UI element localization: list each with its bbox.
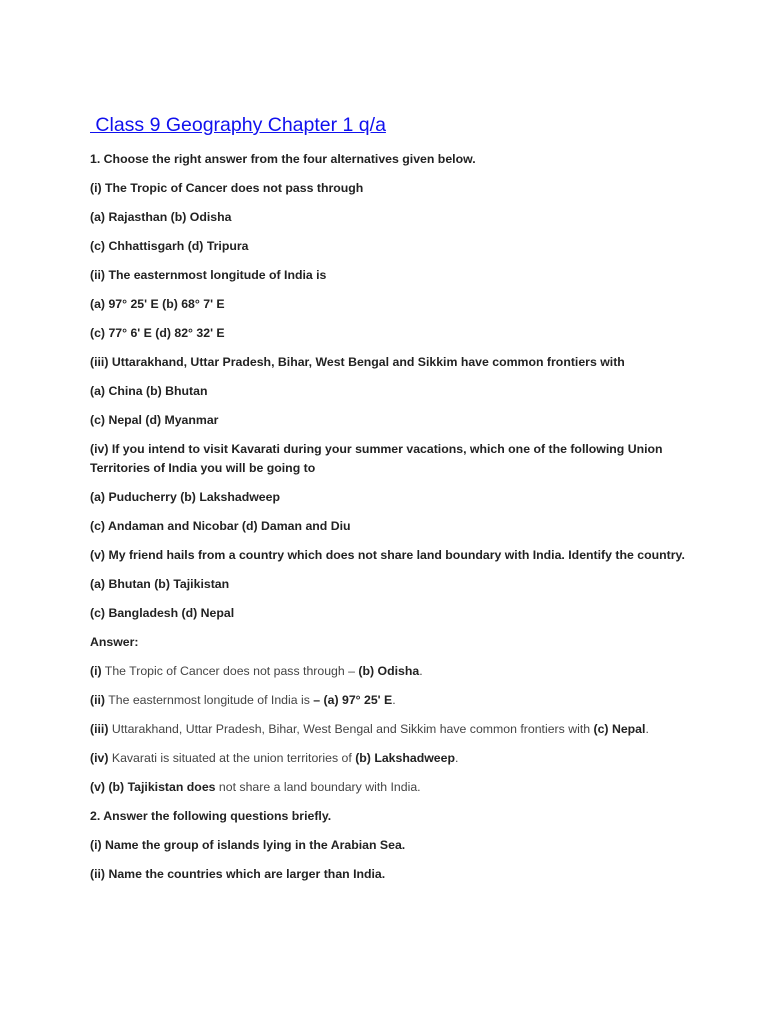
answer-iv-text: Kavarati is situated at the union territories of: [108, 751, 356, 765]
answer-i-text: The Tropic of Cancer does not pass through –: [101, 664, 359, 678]
answer-ii-choice: – (a) 97° 25' E: [313, 693, 393, 707]
answer-iv: [90, 749, 708, 768]
answer-i: [90, 662, 708, 681]
question-2-ii: (ii) Name the countries which are larger than India.: [90, 867, 386, 881]
question-1-ii-options-cd: (c) 77° 6' E (d) 82° 32' E: [90, 326, 225, 340]
answer-v-choice: (v) (b) Tajikistan does: [90, 780, 216, 794]
answer-heading: Answer:: [90, 635, 139, 649]
question-1-ii: (ii) The easternmost longitude of India is: [90, 268, 327, 282]
question-1-i-options-ab: (a) Rajasthan (b) Odisha: [90, 210, 232, 224]
answer-iii-number: (iii): [90, 722, 109, 736]
answer-iv-choice: (b) Lakshadweep: [355, 751, 455, 765]
question-1-iii-options-ab: (a) China (b) Bhutan: [90, 384, 208, 398]
answer-iii: [90, 720, 708, 739]
answer-i-choice: (b) Odisha: [358, 664, 420, 678]
answer-v: [90, 778, 708, 797]
answer-iv-end: .: [454, 751, 459, 765]
answer-v-text: not share a land boundary with India.: [215, 780, 421, 794]
question-1-iii-options-cd: (c) Nepal (d) Myanmar: [90, 413, 219, 427]
answer-ii-end: .: [392, 693, 396, 707]
question-1-i: (i) The Tropic of Cancer does not pass through: [90, 181, 364, 195]
page-title-link[interactable]: Class 9 Geography Chapter 1 q/a: [90, 114, 386, 136]
answer-i-end: .: [419, 664, 423, 678]
answer-iv-number: (iv): [90, 751, 109, 765]
question-1-iv-options-ab: (a) Puducherry (b) Lakshadweep: [90, 490, 280, 504]
question-1-iii: (iii) Uttarakhand, Uttar Pradesh, Bihar, West Bengal and Sikkim have common frontiers with: [90, 355, 625, 369]
question-1-ii-options-ab: (a) 97° 25' E (b) 68° 7' E: [90, 297, 225, 311]
answer-ii: [90, 691, 708, 710]
answer-iii-choice: (c) Nepal: [593, 722, 646, 736]
question-1-v-options-cd: (c) Bangladesh (d) Nepal: [90, 606, 235, 620]
question-1-v: (v) My friend hails from a country which does not share land boundary with India. Identify the country.: [90, 548, 685, 562]
answer-ii-text: The easternmost longitude of India is: [105, 693, 314, 707]
question-2-i: (i) Name the group of islands lying in the Arabian Sea.: [90, 838, 406, 852]
answer-iii-end: .: [645, 722, 649, 736]
answer-iii-text: Uttarakhand, Uttar Pradesh, Bihar, West Bengal and Sikkim have common frontiers with: [108, 722, 594, 736]
answer-i-number: (i): [90, 664, 102, 678]
question-1-iv-options-cd: (c) Andaman and Nicobar (d) Daman and Diu: [90, 519, 351, 533]
question-1-i-options-cd: (c) Chhattisgarh (d) Tripura: [90, 239, 249, 253]
question-2-heading: 2. Answer the following questions briefly.: [90, 809, 332, 823]
answer-ii-number: (ii): [90, 693, 106, 707]
question-1-iv: (iv) If you intend to visit Kavarati during your summer vacations, which one of the following Union Territories of India you will be going to: [90, 442, 663, 475]
question-1-heading: 1. Choose the right answer from the four alternatives given below.: [90, 152, 476, 166]
question-1-v-options-ab: (a) Bhutan (b) Tajikistan: [90, 577, 230, 591]
